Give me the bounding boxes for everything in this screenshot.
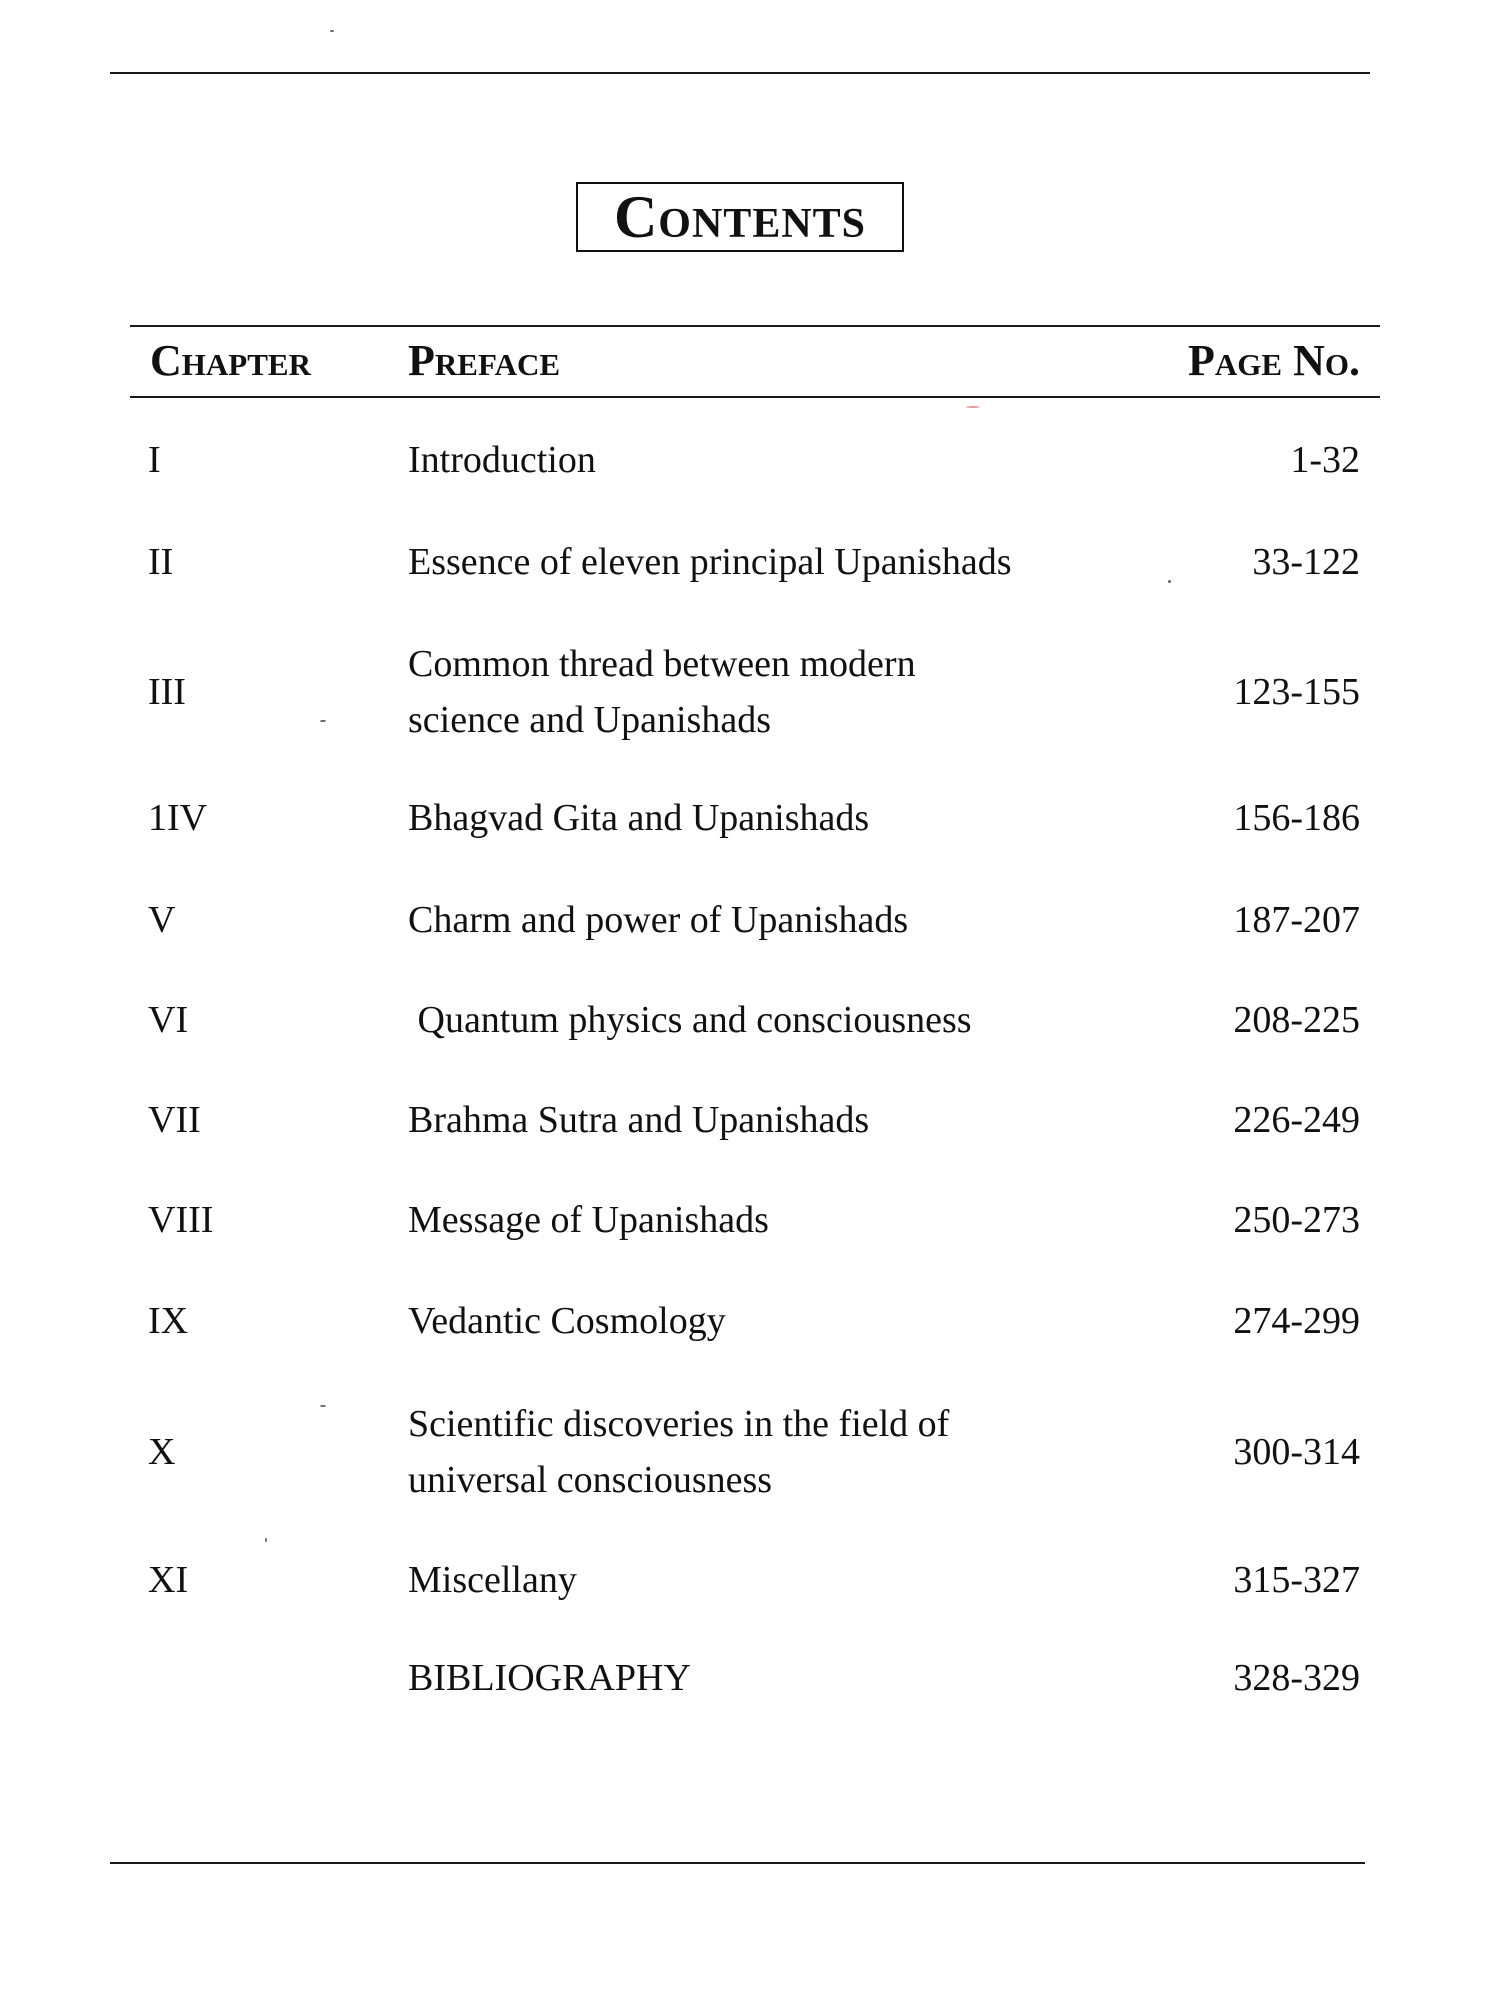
chapter-title: BIBLIOGRAPHY [408, 1657, 691, 1699]
page-range: 123-155 [1233, 671, 1360, 713]
page-range: 226-249 [1233, 1099, 1360, 1141]
toc-row [0, 1392, 1500, 1512]
chapter-number: III [148, 671, 186, 713]
toc-row [0, 1088, 1500, 1152]
scan-speck [330, 30, 334, 32]
header-page-no: Page No. [1188, 336, 1360, 385]
toc-row [0, 530, 1500, 594]
chapter-title: Quantum physics and consciousness [408, 999, 972, 1041]
chapter-number: VI [148, 999, 189, 1041]
chapter-title: Introduction [408, 439, 596, 481]
chapter-number: VII [148, 1099, 201, 1141]
chapter-title: Message of Upanishads [408, 1199, 769, 1241]
toc-row [0, 1548, 1500, 1612]
scan-speck [320, 1405, 326, 1407]
page-range: 156-186 [1233, 797, 1360, 839]
chapter-number: XI [148, 1559, 189, 1601]
chapter-number: V [148, 899, 176, 941]
toc-row [0, 428, 1500, 492]
page-range: 33-122 [1252, 541, 1360, 583]
chapter-number: 1IV [148, 797, 208, 839]
scan-speck [265, 1538, 267, 1542]
chapter-title: Bhagvad Gita and Upanishads [408, 797, 870, 839]
chapter-title: Vedantic Cosmology [408, 1300, 726, 1342]
chapter-title: Scientific discoveries in the field of universal consciousness [408, 1403, 950, 1501]
toc-row [0, 786, 1500, 850]
toc-row [0, 632, 1500, 752]
contents-title: Contents [576, 182, 904, 252]
chapter-title: Essence of eleven principal Upanishads [408, 541, 1012, 583]
top-rule [110, 72, 1370, 74]
page-range: 187-207 [1233, 899, 1360, 941]
toc-row [0, 1289, 1500, 1353]
header-bottom-rule [130, 396, 1380, 398]
chapter-number: I [148, 439, 161, 481]
header-chapter: Chapter [150, 336, 311, 385]
chapter-title: Common thread between modern science and Upanishads [408, 643, 916, 741]
chapter-number: VIII [148, 1199, 214, 1241]
chapter-title: Brahma Sutra and Upanishads [408, 1099, 870, 1141]
chapter-title: Charm and power of Upanishads [408, 899, 909, 941]
header-preface: Preface [408, 336, 561, 385]
page-range: 274-299 [1233, 1300, 1360, 1342]
toc-row [0, 988, 1500, 1052]
page-range: 300-314 [1233, 1431, 1360, 1473]
header-top-rule [130, 325, 1380, 327]
toc-row [0, 888, 1500, 952]
chapter-number: IX [148, 1300, 189, 1342]
chapter-title: Miscellany [408, 1559, 577, 1601]
page-range: 315-327 [1233, 1559, 1360, 1601]
chapter-number: X [148, 1431, 176, 1473]
chapter-number: II [148, 541, 174, 583]
scan-speck [966, 406, 980, 408]
page-range: 208-225 [1233, 999, 1360, 1041]
scan-speck [1168, 580, 1171, 583]
toc-row [0, 1646, 1500, 1710]
page-range: 328-329 [1233, 1657, 1360, 1699]
page-range: 1-32 [1290, 439, 1360, 481]
scan-speck [320, 720, 326, 722]
toc-row [0, 1188, 1500, 1252]
bottom-rule [110, 1862, 1365, 1864]
page-range: 250-273 [1233, 1199, 1360, 1241]
